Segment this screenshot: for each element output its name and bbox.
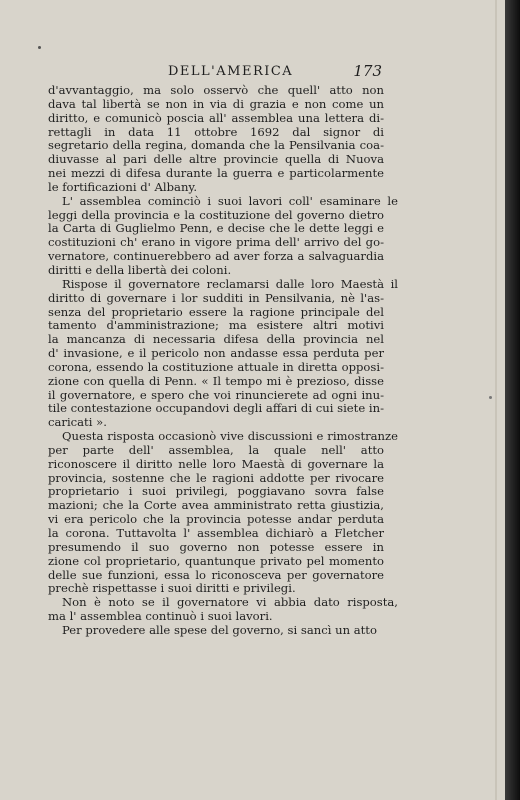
text-line: presumendo il suo governo non potesse essere in (48, 540, 384, 554)
text-line: Non è noto se il governatore vi abbia dato risposta, (62, 596, 398, 610)
text-line: Per provedere alle spese del governo, si sancì un atto (62, 623, 377, 637)
text-line: tamento d'amministrazione; ma esistere altri motivi (48, 319, 384, 333)
text-line: zione con quella di Penn. « Il tempo mi è prezioso, disse (48, 374, 384, 388)
text-line: costituzioni ch' erano in vigore prima dell' arrivo del go- (48, 236, 384, 250)
text-line: Questa risposta occasionò vive discussioni e rimostranze (62, 430, 398, 444)
text-line: leggi della provincia e la costituzione del governo dietro (48, 208, 384, 222)
text-line: segretario della regina, domanda che la Pensilvania coa- (48, 139, 384, 153)
text-line: senza del proprietario essere la ragione principale del (48, 305, 384, 319)
text-line: nei mezzi di difesa durante la guerra e particolarmente (48, 167, 384, 181)
text-line: diritto di governare i lor sudditi in Pensilvania, nè l'as- (48, 291, 384, 305)
text-line: ma l' assemblea continuò i suoi lavori. (48, 610, 273, 624)
text-line: riconoscere il diritto nelle loro Maestà di governare la (48, 457, 384, 471)
text-line: corona, essendo la costituzione attuale in diretta opposi- (48, 360, 384, 374)
running-head: DELL'AMERICA (168, 64, 294, 79)
text-line: Rispose il governatore reclamarsi dalle loro Maestà il (62, 277, 398, 291)
text-line: rettagli in data 11 ottobre 1692 dal signor di (48, 125, 384, 139)
text-line: mazioni; che la Corte avea amministrato retta giustizia, (48, 499, 384, 513)
text-line: tile contestazione occupandovi degli affari di cui siete in- (48, 402, 384, 416)
text-line: diritti e della libertà dei coloni. (48, 263, 232, 277)
paper-speck (38, 46, 41, 49)
text-line: le fortificazioni d' Albany. (48, 180, 198, 194)
page-number: 173 (353, 62, 382, 80)
paper-speck (489, 396, 492, 399)
text-line: prechè rispettasse i suoi diritti e privilegi. (48, 582, 296, 596)
text-line: proprietario i suoi privilegi, poggiavano sovra false (48, 485, 384, 499)
text-line: caricati ». (48, 416, 107, 430)
text-line: d'avvantaggio, ma solo osservò che quell' atto non (48, 84, 384, 97)
page-header (48, 62, 382, 84)
text-line: la corona. Tuttavolta l' assemblea dichiarò a Fletcher (48, 527, 384, 540)
page-edge-line (495, 0, 497, 800)
text-line: il governatore, e spero che voi rinuncierete ad ogni inu- (48, 388, 384, 402)
text-line: d' invasione, e il pericolo non andasse essa perduta per (48, 347, 384, 361)
text-line: delle sue funzioni, essa lo riconosceva per governatore (48, 568, 384, 582)
text-line: provincia, sostenne che le ragioni addotte per rivocare (48, 471, 384, 485)
text-line: dava tal libertà se non in via di grazia e non come un (48, 97, 384, 111)
book-gutter-shadow (505, 0, 520, 800)
text-line: vi era pericolo che la provincia potesse andar perduta (48, 513, 384, 527)
text-line: la Carta di Guglielmo Penn, e decise che le dette leggi e (48, 222, 384, 236)
text-line: la mancanza di necessaria difesa della provincia nel (48, 333, 384, 347)
body-text (48, 84, 398, 638)
text-line: vernatore, continuerebbero ad aver forza a salvaguardia (48, 250, 384, 264)
text-line: diritto, e comunicò poscia all' assemblea una lettera di- (48, 111, 384, 125)
text-line: diuvasse al pari delle altre provincie quella di Nuova (48, 153, 384, 167)
text-line: L' assemblea cominciò i suoi lavori coll' esaminare le (62, 194, 398, 208)
text-line: per parte dell' assemblea, la quale nell' atto (48, 443, 384, 457)
text-line: zione col proprietario, quantunque privato pel momento (48, 554, 384, 568)
